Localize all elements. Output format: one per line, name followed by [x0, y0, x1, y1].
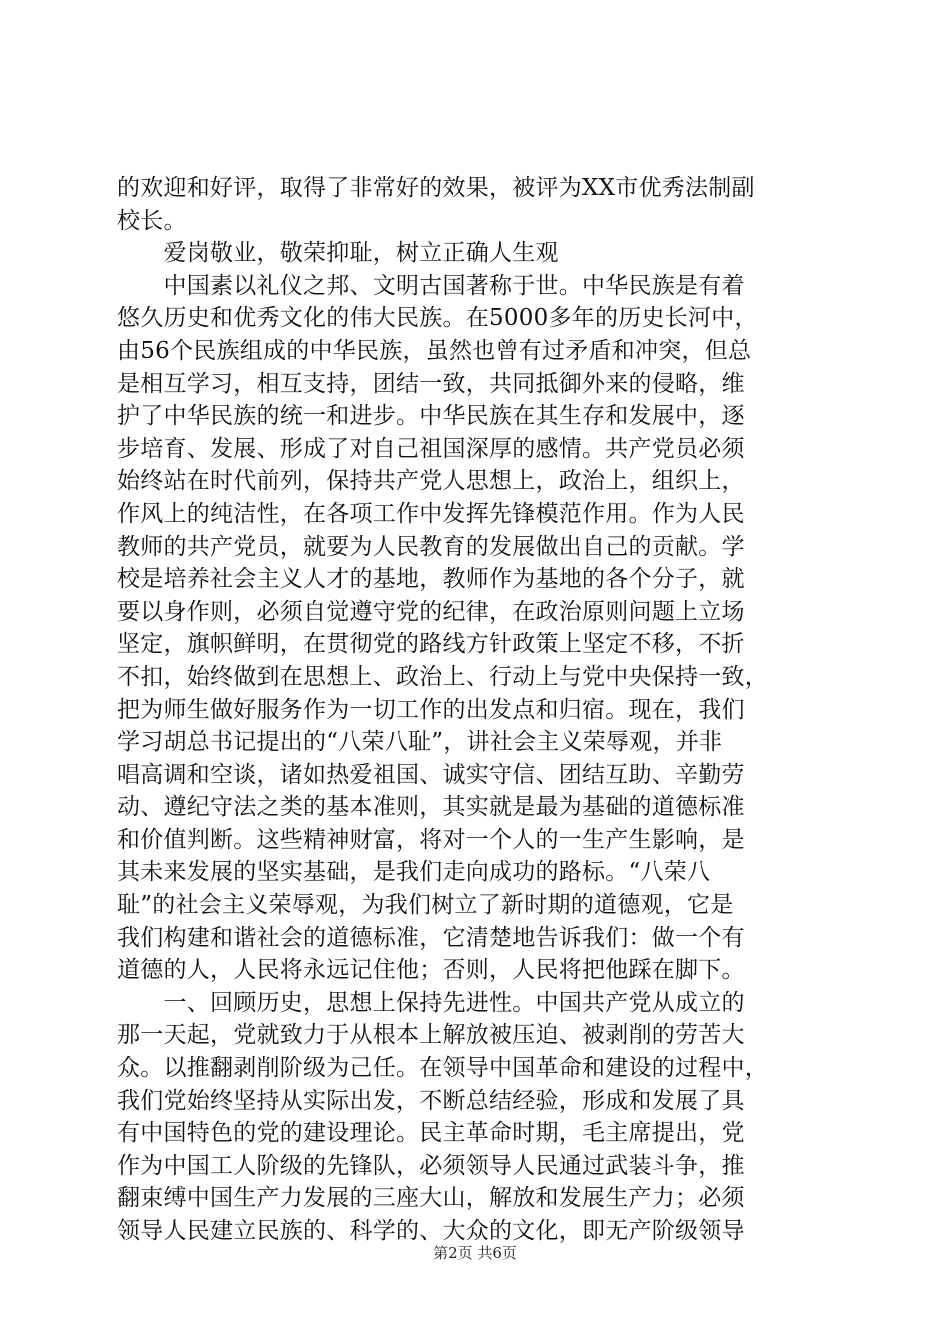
text-line: 耻”的社会主义荣辱观，为我们树立了新时期的道德观，它是 [117, 892, 734, 919]
text-line: 众。以推翻剥削阶级为己任。在领导中国革命和建设的过程中， [117, 1055, 768, 1082]
text-line: 校长。 [117, 207, 187, 234]
text-line: 由56个民族组成的中华民族，虽然也曾有过矛盾和冲突，但总 [117, 337, 752, 364]
page-number-footer: 第2页 共6页 [433, 1244, 517, 1262]
text-line: 我们构建和谐社会的道德标准，它清楚地告诉我们：做一个有 [117, 924, 745, 951]
text-line: 其未来发展的坚实基础，是我们走向成功的路标。“八荣八 [117, 859, 711, 886]
text-line: 和价值判断。这些精神财富，将对一个人的一生产生影响，是 [117, 826, 745, 853]
text-line: 教师的共产党员，就要为人民教育的发展做出自己的贡献。学 [117, 533, 745, 560]
text-line: 把为师生做好服务作为一切工作的出发点和归宿。现在，我们 [117, 696, 745, 723]
text-line: 是相互学习，相互支持，团结一致，共同抵御外来的侵略，维 [117, 370, 745, 397]
text-line: 不扣，始终做到在思想上、政治上、行动上与党中央保持一致， [117, 663, 768, 690]
text-line: 那一天起，党就致力于从根本上解放被压迫、被剥削的劳苦大 [117, 1022, 745, 1049]
text-line: 翻束缚中国生产力发展的三座大山，解放和发展生产力；必须 [117, 1185, 745, 1212]
section-heading: 爱岗敬业，敬荣抑耻，树立正确人生观 [117, 240, 559, 267]
text-line: 一、回顾历史，思想上保持先进性。中国共产党从成立的 [117, 989, 745, 1016]
text-line: 作为中国工人阶级的先锋队，必须领导人民通过武装斗争，推 [117, 1152, 745, 1179]
text-line: 坚定，旗帜鲜明，在贯彻党的路线方针政策上坚定不移，不折 [117, 631, 745, 658]
document-body [117, 172, 839, 1248]
text-line: 悠久历史和优秀文化的伟大民族。在5000多年的历史长河中， [117, 305, 758, 332]
text-line: 唱高调和空谈，诸如热爱祖国、诚实守信、团结互助、辛勤劳 [117, 761, 745, 788]
text-line: 始终站在时代前列，保持共产党人思想上，政治上，组织上， [117, 468, 745, 495]
text-line: 护了中华民族的统一和进步。中华民族在其生存和发展中，逐 [117, 403, 745, 430]
text-line: 有中国特色的党的建设理论。民主革命时期，毛主席提出，党 [117, 1120, 745, 1147]
text-line: 学习胡总书记提出的“八荣八耻”，讲社会主义荣辱观，并非 [117, 729, 723, 756]
text-line: 中国素以礼仪之邦、文明古国著称于世。中华民族是有着 [117, 272, 745, 299]
text-line: 道德的人，人民将永远记住他；否则，人民将把他踩在脚下。 [117, 957, 745, 984]
text-line: 步培育、发展、形成了对自己祖国深厚的感情。共产党员必须 [117, 435, 745, 462]
text-line: 的欢迎和好评，取得了非常好的效果，被评为XX市优秀法制副 [117, 175, 755, 201]
text-line: 我们党始终坚持从实际出发，不断总结经验，形成和发展了具 [117, 1087, 745, 1114]
text-line: 要以身作则，必须自觉遵守党的纪律，在政治原则问题上立场 [117, 598, 745, 625]
text-line: 作风上的纯洁性，在各项工作中发挥先锋模范作用。作为人民 [117, 500, 745, 527]
text-line: 领导人民建立民族的、科学的、大众的文化，即无产阶级领导 [117, 1218, 745, 1244]
text-line: 校是培养社会主义人才的基地，教师作为基地的各个分子，就 [117, 566, 745, 593]
text-line: 动、遵纪守法之类的基本准则，其实就是最为基础的道德标准 [117, 794, 745, 821]
